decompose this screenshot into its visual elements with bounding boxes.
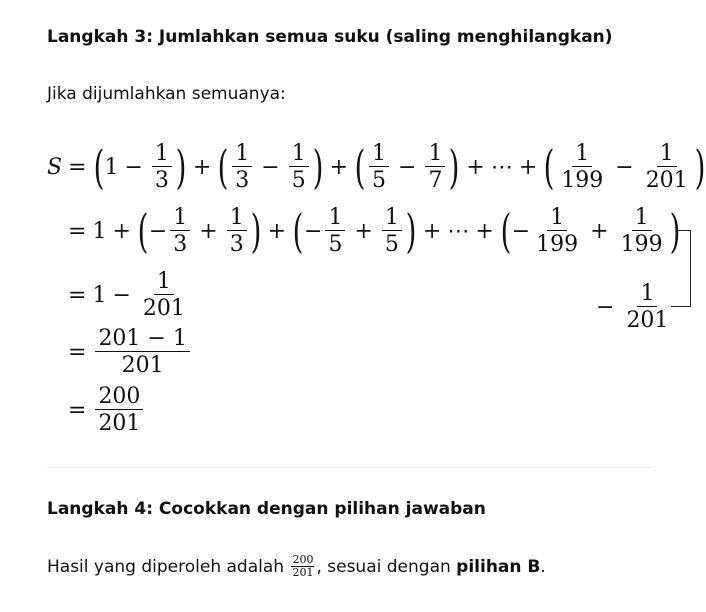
numerator: 1 (632, 206, 652, 231)
numerator: 1 (170, 206, 190, 231)
step4-conclusion (47, 554, 546, 579)
numerator: 1 (369, 142, 389, 167)
negative-sign: − (304, 218, 323, 244)
plus-sign: + (329, 154, 349, 180)
open-paren: ( (292, 204, 304, 258)
open-paren: ( (217, 140, 229, 194)
answer-choice: pilihan B (456, 556, 541, 577)
minus-sign: − (261, 154, 280, 180)
close-paren: ) (250, 204, 262, 258)
minus-sign: − (596, 294, 615, 320)
math-line-2 (68, 201, 681, 261)
denominator: 201 (121, 353, 164, 378)
fraction (558, 142, 606, 192)
numerator: 200 (292, 553, 314, 566)
denominator: 201 (98, 411, 141, 436)
numerator: 1 (289, 142, 309, 167)
numerator: 1 (637, 282, 657, 307)
equals-sign: = (68, 397, 87, 423)
math-line-1 (47, 137, 706, 197)
denominator: 7 (428, 168, 443, 193)
negative-sign: − (511, 218, 531, 244)
plus-sign: + (466, 154, 485, 180)
bracket-top (677, 230, 691, 231)
term-one: 1 (92, 282, 107, 308)
numerator: 1 (325, 206, 345, 231)
step4-heading: Langkah 4: Cocokkan dengan pilihan jawaban (47, 499, 486, 519)
denominator: 5 (372, 168, 387, 193)
equals-sign: = (68, 282, 87, 308)
close-paren: ) (669, 204, 680, 258)
fraction (643, 142, 691, 192)
conclusion-text-before: Hasil yang diperoleh adalah (47, 556, 290, 577)
close-paren: ) (312, 140, 324, 194)
denominator: 3 (173, 232, 188, 257)
fraction (95, 385, 143, 435)
fraction (369, 142, 389, 192)
math-line-3 (68, 265, 191, 325)
denominator: 3 (154, 168, 169, 193)
fraction (425, 142, 445, 192)
plus-sign: + (475, 218, 494, 244)
fraction (170, 206, 190, 256)
conclusion-text-after: , sesuai dengan (316, 556, 457, 577)
term-one: 1 (92, 218, 107, 244)
denominator: 201 (292, 566, 314, 580)
math-line-5 (68, 380, 146, 440)
denominator: 199 (620, 232, 663, 257)
inline-fraction (291, 554, 314, 579)
numerator: 1 (547, 206, 567, 231)
denominator: 3 (229, 232, 244, 257)
fraction (232, 142, 252, 192)
denominator: 201 (645, 168, 688, 193)
open-paren: ( (543, 140, 555, 194)
var-s: S (47, 154, 63, 180)
denominator: 199 (561, 168, 604, 193)
close-paren: ) (175, 140, 187, 194)
numerator: 1 (232, 142, 252, 167)
denominator: 199 (536, 232, 579, 257)
step3-heading: Langkah 3: Jumlahkan semua suku (saling menghilangkan) (47, 27, 613, 47)
equals-sign: = (68, 339, 87, 365)
plus-sign: + (422, 218, 442, 244)
section-divider (47, 467, 653, 468)
open-paren: ( (93, 140, 104, 194)
close-paren: ) (405, 204, 417, 258)
term-one: 1 (104, 154, 119, 180)
denominator: 201 (142, 296, 185, 321)
numerator: 1 (152, 142, 172, 167)
plus-sign: + (518, 154, 538, 180)
minus-sign: − (112, 282, 131, 308)
numerator: 1 (227, 206, 247, 231)
open-paren: ( (354, 140, 366, 194)
denominator: 201 (626, 308, 669, 333)
fraction (140, 270, 188, 320)
plus-sign: + (199, 218, 218, 244)
fraction (623, 282, 671, 332)
bracket-bottom (671, 306, 691, 307)
denominator: 5 (328, 232, 343, 257)
plus-sign: + (354, 218, 373, 244)
numerator: 1 (657, 142, 677, 167)
minus-sign: − (124, 154, 143, 180)
minus-sign: − (615, 154, 634, 180)
fraction (289, 142, 309, 192)
negative-sign: − (148, 218, 168, 244)
numerator: 1 (425, 142, 445, 167)
ellipsis: ⋯ (447, 218, 470, 244)
denominator: 5 (291, 168, 306, 193)
denominator: 3 (235, 168, 250, 193)
equals-sign: = (68, 154, 87, 180)
fraction (152, 142, 172, 192)
fraction (95, 327, 189, 377)
minus-sign: − (398, 154, 417, 180)
equals-sign: = (68, 218, 87, 244)
conclusion-period: . (540, 556, 546, 577)
numerator: 1 (382, 206, 402, 231)
overlay-fraction-fragment (590, 277, 674, 337)
numerator: 1 (572, 142, 592, 167)
numerator: 201 − 1 (95, 327, 189, 352)
step3-intro: Jika dijumlahkan semuanya: (47, 84, 286, 104)
bracket-side (690, 230, 691, 307)
open-paren: ( (137, 204, 149, 258)
plus-sign: + (192, 154, 212, 180)
plus-sign: + (112, 218, 131, 244)
plus-sign: + (590, 218, 609, 244)
plus-sign: + (267, 218, 287, 244)
open-paren: ( (500, 204, 512, 258)
fraction (618, 206, 666, 256)
fraction (325, 206, 345, 256)
fraction (533, 206, 581, 256)
close-paren: ) (449, 140, 460, 194)
math-line-4 (68, 322, 193, 382)
denominator: 5 (384, 232, 399, 257)
fraction (227, 206, 247, 256)
ellipsis: ⋯ (490, 154, 513, 180)
fraction (382, 206, 402, 256)
close-paren: ) (694, 140, 706, 194)
numerator: 1 (154, 270, 174, 295)
numerator: 200 (95, 385, 143, 410)
